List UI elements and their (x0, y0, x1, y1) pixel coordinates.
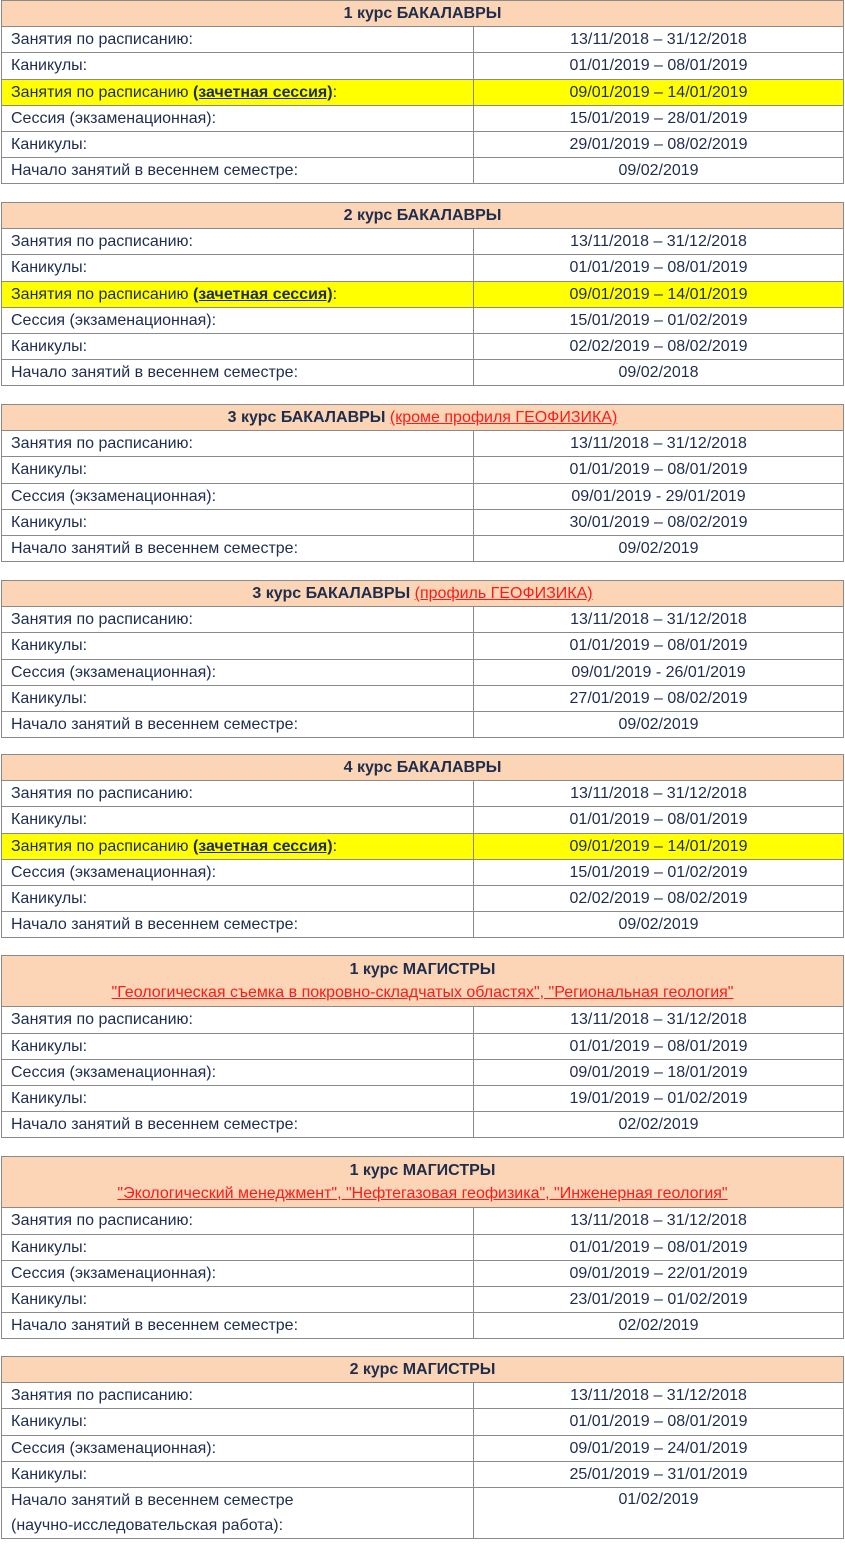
row-value: 13/11/2018 – 31/12/2018 (474, 27, 844, 53)
table-header (2, 1, 844, 27)
row-label: Каникулы: (2, 509, 474, 535)
table-title: 3 курс БАКАЛАВРЫ (227, 409, 386, 427)
row-label: Занятия по расписанию: (2, 781, 474, 807)
row-label: Начало занятий в весеннем семестре (научно-исследовательская работа): (2, 1487, 474, 1538)
table-row (2, 885, 844, 911)
table-row (2, 633, 844, 659)
row-value: 13/11/2018 – 31/12/2018 (474, 1383, 844, 1409)
table-row (2, 483, 844, 509)
row-label (2, 833, 474, 859)
row-value: 13/11/2018 – 31/12/2018 (474, 781, 844, 807)
row-value: 23/01/2019 – 01/02/2019 (474, 1286, 844, 1312)
table-row (2, 509, 844, 535)
row-label: Сессия (экзаменационная): (2, 659, 474, 685)
table-subtitle: "Геологическая съемка в покровно-складчатых областях", "Региональная геология" (111, 984, 734, 1002)
table-header (2, 1157, 844, 1208)
table-row (2, 859, 844, 885)
row-label: Занятия по расписанию: (2, 1208, 474, 1234)
schedule-table (1, 1156, 844, 1339)
table-row (2, 333, 844, 359)
table-title: 2 курс МАГИСТРЫ (349, 1361, 496, 1379)
table-row (2, 281, 844, 307)
schedule-table (1, 202, 844, 386)
table-row (2, 1286, 844, 1312)
table-row (2, 158, 844, 184)
row-label: Начало занятий в весеннем семестре: (2, 360, 474, 386)
row-label: Каникулы: (2, 1033, 474, 1059)
row-value: 09/02/2019 (474, 535, 844, 561)
row-label: Каникулы: (2, 1461, 474, 1487)
row-label: Каникулы: (2, 685, 474, 711)
row-value: 30/01/2019 – 08/02/2019 (474, 509, 844, 535)
table-row (2, 1033, 844, 1059)
table-row (2, 535, 844, 561)
row-value: 13/11/2018 – 31/12/2018 (474, 1208, 844, 1234)
row-label: Сессия (экзаменационная): (2, 307, 474, 333)
row-value: 13/11/2018 – 31/12/2018 (474, 229, 844, 255)
row-label: Сессия (экзаменационная): (2, 105, 474, 131)
row-label-text: Занятия по расписанию (11, 83, 193, 101)
table-title: 1 курс МАГИСТРЫ (349, 1162, 496, 1180)
row-label (2, 281, 474, 307)
row-value: 13/11/2018 – 31/12/2018 (474, 1007, 844, 1033)
table-row (2, 1208, 844, 1234)
table-row (2, 229, 844, 255)
row-value: 09/01/2019 - 29/01/2019 (474, 483, 844, 509)
table-row (2, 131, 844, 157)
row-value: 02/02/2019 – 08/02/2019 (474, 333, 844, 359)
row-label-text: Занятия по расписанию (11, 837, 193, 855)
row-label-emphasis: (зачетная сессия) (192, 837, 333, 855)
row-value: 09/01/2019 – 14/01/2019 (474, 281, 844, 307)
row-label: Начало занятий в весеннем семестре: (2, 158, 474, 184)
table-title: 1 курс МАГИСТРЫ (349, 961, 496, 979)
row-value: 02/02/2019 – 08/02/2019 (474, 885, 844, 911)
row-label: Каникулы: (2, 1085, 474, 1111)
row-label: Каникулы: (2, 633, 474, 659)
row-value: 01/01/2019 – 08/01/2019 (474, 807, 844, 833)
row-value: 15/01/2019 – 01/02/2019 (474, 307, 844, 333)
table-title: 1 курс БАКАЛАВРЫ (343, 5, 502, 23)
table-row (2, 1007, 844, 1033)
row-value: 29/01/2019 – 08/02/2019 (474, 131, 844, 157)
row-value: 01/01/2019 – 08/01/2019 (474, 255, 844, 281)
table-row (2, 1313, 844, 1339)
row-value: 09/02/2019 (474, 711, 844, 737)
schedule-table (1, 754, 844, 938)
table-header (2, 405, 844, 431)
table-row (2, 912, 844, 938)
row-value: 01/01/2019 – 08/01/2019 (474, 53, 844, 79)
row-label: Начало занятий в весеннем семестре: (2, 1313, 474, 1339)
table-row (2, 1260, 844, 1286)
row-label-emphasis: (зачетная сессия) (192, 285, 333, 303)
table-row (2, 659, 844, 685)
table-subtitle: "Экологический менеджмент", "Нефтегазовая геофизика", "Инженерная геология" (117, 1185, 728, 1203)
row-label: Каникулы: (2, 53, 474, 79)
row-label: Каникулы: (2, 457, 474, 483)
row-label: Занятия по расписанию: (2, 1383, 474, 1409)
table-row (2, 431, 844, 457)
row-label-suffix: : (332, 285, 338, 303)
row-value: 13/11/2018 – 31/12/2018 (474, 607, 844, 633)
row-value: 02/02/2019 (474, 1313, 844, 1339)
row-label: Сессия (экзаменационная): (2, 1059, 474, 1085)
row-value: 01/02/2019 (474, 1487, 844, 1538)
row-label: Сессия (экзаменационная): (2, 1435, 474, 1461)
row-label: Сессия (экзаменационная): (2, 859, 474, 885)
schedule-table (1, 0, 844, 184)
row-value: 15/01/2019 – 01/02/2019 (474, 859, 844, 885)
row-label: Сессия (экзаменационная): (2, 483, 474, 509)
row-label: Каникулы: (2, 131, 474, 157)
row-label: Начало занятий в весеннем семестре: (2, 1112, 474, 1138)
row-value: 09/02/2019 (474, 912, 844, 938)
row-label: Начало занятий в весеннем семестре: (2, 711, 474, 737)
row-value: 27/01/2019 – 08/02/2019 (474, 685, 844, 711)
table-title-note: (профиль ГЕОФИЗИКА) (414, 585, 593, 603)
table-row (2, 105, 844, 131)
table-row (2, 781, 844, 807)
row-label-emphasis: (зачетная сессия) (192, 83, 333, 101)
row-value: 02/02/2019 (474, 1112, 844, 1138)
row-value: 09/01/2019 – 22/01/2019 (474, 1260, 844, 1286)
schedule-table (1, 955, 844, 1138)
row-value: 09/02/2018 (474, 360, 844, 386)
row-value: 13/11/2018 – 31/12/2018 (474, 431, 844, 457)
row-label (2, 79, 474, 105)
row-label-suffix: : (332, 83, 338, 101)
row-value: 09/01/2019 – 14/01/2019 (474, 79, 844, 105)
table-row (2, 79, 844, 105)
schedule-table (1, 404, 844, 562)
table-row (2, 1059, 844, 1085)
table-row (2, 1461, 844, 1487)
row-label: Начало занятий в весеннем семестре: (2, 912, 474, 938)
row-value: 15/01/2019 – 28/01/2019 (474, 105, 844, 131)
row-value: 01/01/2019 – 08/01/2019 (474, 633, 844, 659)
table-title: 2 курс БАКАЛАВРЫ (343, 207, 502, 225)
row-label: Занятия по расписанию: (2, 229, 474, 255)
table-row (2, 1487, 844, 1538)
row-label: Каникулы: (2, 1409, 474, 1435)
row-value: 09/01/2019 – 14/01/2019 (474, 833, 844, 859)
row-value: 01/01/2019 – 08/01/2019 (474, 1234, 844, 1260)
row-value: 01/01/2019 – 08/01/2019 (474, 1409, 844, 1435)
row-label: Занятия по расписанию: (2, 1007, 474, 1033)
table-row (2, 457, 844, 483)
table-row (2, 1435, 844, 1461)
table-header (2, 755, 844, 781)
table-header (2, 956, 844, 1007)
row-value: 19/01/2019 – 01/02/2019 (474, 1085, 844, 1111)
table-row (2, 1085, 844, 1111)
table-row (2, 1383, 844, 1409)
row-value: 09/01/2019 – 18/01/2019 (474, 1059, 844, 1085)
table-row (2, 1112, 844, 1138)
table-row (2, 607, 844, 633)
row-label: Занятия по расписанию: (2, 27, 474, 53)
row-label: Каникулы: (2, 807, 474, 833)
table-row (2, 307, 844, 333)
table-header (2, 581, 844, 607)
row-value: 01/01/2019 – 08/01/2019 (474, 457, 844, 483)
table-row (2, 807, 844, 833)
row-label: Каникулы: (2, 1234, 474, 1260)
row-label: Сессия (экзаменационная): (2, 1260, 474, 1286)
row-value: 01/01/2019 – 08/01/2019 (474, 1033, 844, 1059)
table-header (2, 1357, 844, 1383)
table-row (2, 53, 844, 79)
table-title: 3 курс БАКАЛАВРЫ (252, 585, 411, 603)
row-value: 09/01/2019 – 24/01/2019 (474, 1435, 844, 1461)
table-row (2, 1409, 844, 1435)
table-row (2, 685, 844, 711)
table-title: 4 курс БАКАЛАВРЫ (343, 759, 502, 777)
table-row (2, 1234, 844, 1260)
table-title-note: (кроме профиля ГЕОФИЗИКА) (389, 409, 618, 427)
row-label: Начало занятий в весеннем семестре: (2, 535, 474, 561)
row-value: 09/01/2019 - 26/01/2019 (474, 659, 844, 685)
row-label: Каникулы: (2, 333, 474, 359)
table-row (2, 255, 844, 281)
row-label: Занятия по расписанию: (2, 607, 474, 633)
row-value: 09/02/2019 (474, 158, 844, 184)
row-label: Занятия по расписанию: (2, 431, 474, 457)
schedule-table (1, 1356, 844, 1539)
table-header (2, 203, 844, 229)
row-value: 25/01/2019 – 31/01/2019 (474, 1461, 844, 1487)
table-row (2, 711, 844, 737)
row-label-suffix: : (332, 837, 338, 855)
row-label: Каникулы: (2, 885, 474, 911)
row-label: Каникулы: (2, 255, 474, 281)
table-row (2, 360, 844, 386)
row-label: Каникулы: (2, 1286, 474, 1312)
table-row (2, 27, 844, 53)
row-label-text: Занятия по расписанию (11, 285, 193, 303)
table-row (2, 833, 844, 859)
schedule-table (1, 580, 844, 738)
